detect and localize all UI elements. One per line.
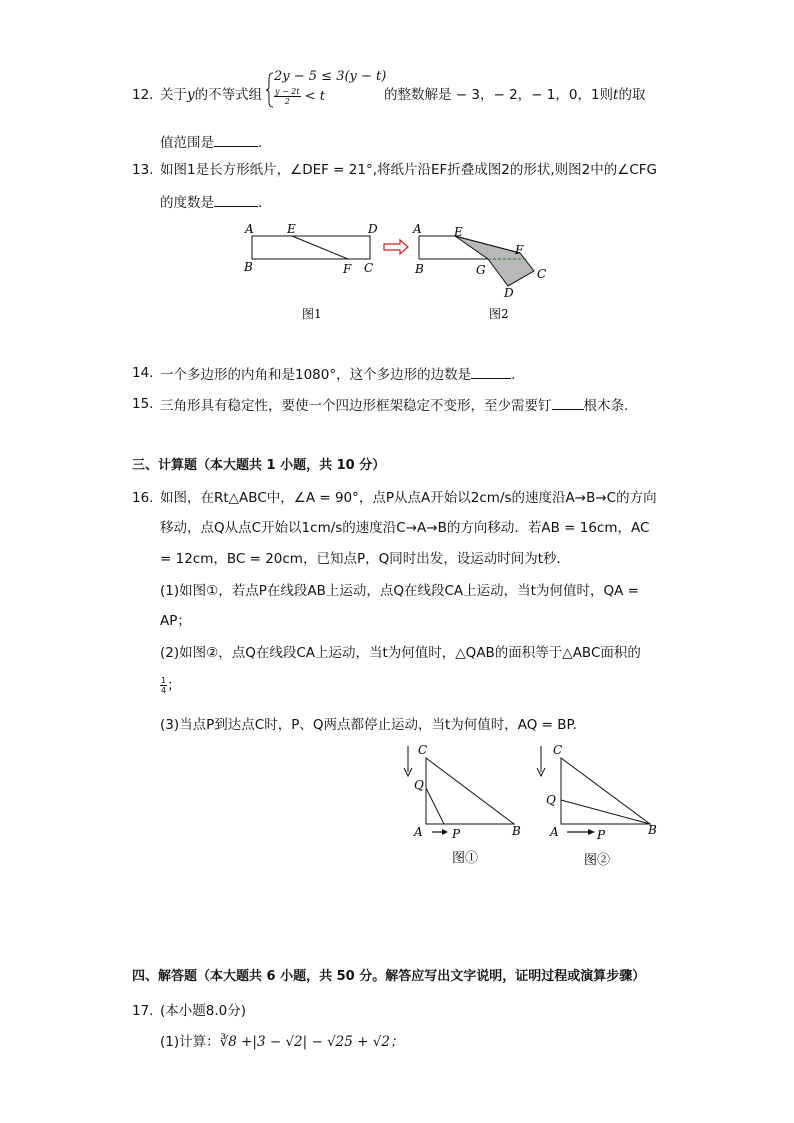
- q14-number: 14.: [132, 365, 154, 381]
- q12-frac-num: y − 2t: [275, 87, 300, 96]
- q14-line: [160, 364, 515, 384]
- fig1-caption: 图1: [302, 307, 322, 321]
- q12-text-pre: 关于: [160, 87, 187, 103]
- q17-header: (本小题8.0分): [160, 1003, 247, 1019]
- fig2-label-g: G: [476, 263, 486, 277]
- q13-line1: 如图1是长方形纸片，∠DEF = 21°,将纸片沿EF折叠成图2的形状,则图2中的∠CFG: [160, 162, 658, 178]
- fig-a-caption: 图①: [452, 851, 479, 866]
- fig-a-label-q: Q: [414, 778, 424, 792]
- q16-part2-line2: [160, 676, 181, 695]
- q17-part1-label: (1)计算：: [160, 1034, 220, 1050]
- q13-figure: [240, 218, 560, 330]
- q15-text: 三角形具有稳定性，要使一个四边形框架稳定不变形，至少需要钉: [160, 398, 552, 414]
- q12-answer-blank[interactable]: [214, 132, 258, 147]
- q15-line: [160, 395, 628, 415]
- q17-number: 17.: [132, 1003, 154, 1019]
- fig2-caption: 图2: [489, 307, 509, 321]
- q12-inequality-2: [274, 87, 325, 106]
- q12-number: 12.: [132, 87, 154, 103]
- q13-number: 13.: [132, 162, 154, 178]
- q16-frac-den: 4: [161, 686, 167, 695]
- q16-line3: = 12cm，BC = 20cm，已知点P，Q同时出发，设运动时间为t秒．: [160, 551, 571, 567]
- fig2-label-a: A: [413, 222, 422, 236]
- q14-text: 一个多边形的内角和是1080°，这个多边形的边数是: [160, 367, 472, 383]
- q16-part2-end: ；: [167, 677, 181, 694]
- q16-part2-line1: (2)如图②，点Q在线段CA上运动，当t为何值时，△QAB的面积等于△ABC面积的: [160, 645, 641, 661]
- fig-a-label-a: A: [414, 825, 423, 839]
- fig-b-label-c: C: [553, 743, 563, 757]
- fig-a-segment-qp: [426, 788, 444, 824]
- fig1-label-b: B: [244, 260, 253, 274]
- fig-b-label-q: Q: [546, 793, 556, 807]
- q12-line1: [160, 86, 262, 104]
- q13-line2-text: 的度数是: [160, 195, 214, 211]
- fig-a-label-c: C: [418, 743, 428, 757]
- q12-var-y: y: [187, 87, 195, 103]
- fig-b-label-b: B: [648, 823, 657, 837]
- fig-a-arrowhead-right-icon: [442, 829, 448, 835]
- fig2-label-e: E: [454, 225, 463, 239]
- q12-fraction: [274, 87, 301, 106]
- q17-part1-expression: ∛8 +|3 − √2| − √25 + √2；: [219, 1034, 404, 1050]
- fig-b-triangle: [561, 758, 650, 824]
- fig1-fold-line-ef: [292, 236, 348, 259]
- fig-b-arrowhead-right-icon: [588, 829, 595, 835]
- q16-number: 16.: [132, 490, 154, 506]
- q12-line2: [160, 132, 262, 152]
- q15-answer-blank[interactable]: [552, 395, 584, 410]
- q14-end: .: [511, 367, 516, 383]
- q13-answer-blank[interactable]: [214, 192, 258, 207]
- q13-line2: [160, 192, 262, 212]
- section3-title: 三、计算题（本大题共 1 小题，共 10 分）: [132, 458, 386, 473]
- fig-b-segment-qb: [561, 800, 650, 824]
- q12-text-mid: 的不等式组: [194, 87, 263, 103]
- q16-frac-num: 1: [161, 676, 167, 685]
- q17-part1: [160, 1033, 403, 1051]
- transition-arrow-icon: [384, 240, 408, 254]
- fig1-rectangle: [252, 236, 370, 259]
- q12-frac-den: 2: [284, 97, 290, 106]
- q16-part1-line1: (1)如图①，若点P在线段AB上运动，点Q在线段CA上运动，当t为何值时，QA =: [160, 583, 639, 599]
- q12-line2-end: .: [258, 135, 263, 151]
- fig-a-label-p: P: [452, 827, 461, 841]
- q12-var-t: t: [613, 87, 619, 103]
- q12-text-post: 的整数解是 − 3，− 2，− 1，0，1则: [384, 87, 614, 103]
- q13-line2-end: .: [258, 195, 263, 211]
- q12-line1-tail: [384, 86, 645, 104]
- q12-line2-text: 值范围是: [160, 135, 214, 151]
- q16-line1: 如图，在Rt△ABC中，∠A = 90°，点P从点A开始以2cm/s的速度沿A→B→C的方向: [160, 490, 657, 506]
- q16-figures: [398, 738, 668, 870]
- fig2-label-d: D: [504, 286, 514, 300]
- q12-inequality-1: 2y − 5 ≤ 3(y − t): [274, 69, 387, 84]
- fig2-label-f: F: [515, 243, 524, 257]
- fig1-label-f: F: [343, 262, 352, 276]
- section4-title: 四、解答题（本大题共 6 小题，共 50 分。解答应写出文字说明，证明过程或演算步骤）: [132, 969, 646, 984]
- q12-ineq2-rest: < t: [304, 89, 326, 104]
- q16-part1-line2: AP；: [160, 613, 191, 629]
- q12-text-end: 的取: [618, 87, 646, 103]
- q15-end: 根木条.: [583, 398, 629, 414]
- fig2-label-c: C: [537, 267, 547, 281]
- fig-b-caption: 图②: [584, 853, 611, 868]
- q16-line2: 移动，点Q从点C开始以1cm/s的速度沿C→A→B的方向移动．若AB = 16cm，AC: [160, 520, 650, 536]
- fig2-label-b: B: [415, 262, 424, 276]
- fig1-label-a: A: [245, 222, 254, 236]
- fig1-label-d: D: [368, 222, 378, 236]
- q15-number: 15.: [132, 396, 154, 412]
- fig1-label-e: E: [287, 222, 296, 236]
- fig1-label-c: C: [364, 261, 374, 275]
- q16-part3: (3)当点P到达点C时，P、Q两点都停止运动，当t为何值时，AQ = BP.: [160, 717, 577, 733]
- q14-answer-blank[interactable]: [471, 364, 511, 379]
- fig-a-label-b: B: [512, 824, 521, 838]
- fig-b-label-p: P: [597, 828, 606, 842]
- fig-b-label-a: A: [550, 825, 559, 839]
